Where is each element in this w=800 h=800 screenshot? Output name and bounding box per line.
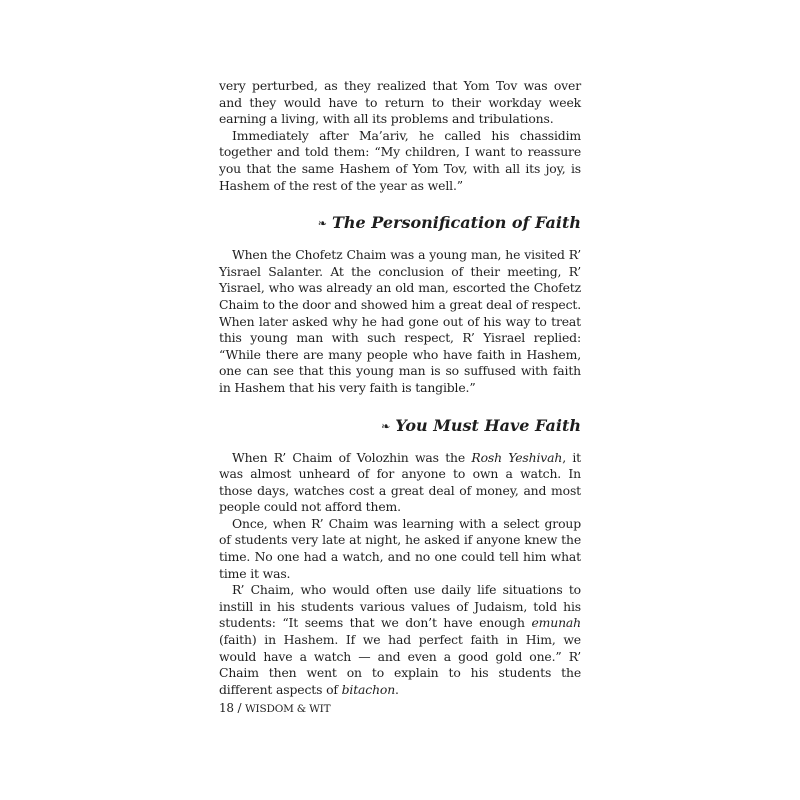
hedera-ornament-icon: ❧ — [317, 217, 327, 231]
footer-separator: / — [233, 701, 245, 715]
italic-term: bitachon — [341, 681, 396, 697]
paragraph: Immediately after Ma’ariv, he called his chassidim together and told them: “My children, I want to reassure you that the same Hashem of Yom Tov, with all its joy, is Hashem of the rest of the year as well.” — [219, 127, 581, 193]
section-heading — [219, 416, 581, 437]
section-heading — [219, 213, 581, 234]
paragraph: Once, when R’ Chaim was learning with a select group of students very late at night, he asked if anyone knew the time. No one had a watch, and no one could tell him what time it was. — [219, 515, 581, 581]
hedera-ornament-icon: ❧ — [381, 419, 391, 433]
section-heading-title: The Personification of Faith — [331, 213, 581, 233]
paragraph: very perturbed, as they realized that Yom Tov was over and they would have to return to their workday week earning a living, with all its problems and tribulations. — [219, 78, 581, 127]
paragraph: When the Chofetz Chaim was a young man, he visited R’ Yisrael Salanter. At the conclusion of their meeting, R’ Yisrael, who was already an old man, escorted the Chofetz Chaim to the door and showed him a great deal of respect. When later asked why he had gone out of his way to treat this young man with such respect, R’ Yisrael replied: “While there are many people who have faith in Hashem, one can see that this young man is so suffused with faith in Hashem that his very faith is tangible.” — [219, 247, 581, 395]
italic-term: emunah — [531, 615, 581, 631]
text-run: , it was almost unheard of for anyone to own a watch. In those days, watches cost a great deal of money, and most people could not afford them. — [219, 449, 581, 515]
page-footer — [219, 701, 330, 715]
section-heading-title: You Must Have Faith — [395, 415, 581, 435]
book-page — [219, 78, 581, 698]
text-run: (faith) in Hashem. If we had perfect faith in Him, we would have a watch — and even a good gold one.” R’ Chaim then went on to explain to his students the different aspects of — [219, 632, 581, 697]
paragraph — [219, 582, 581, 698]
section-continuation — [219, 78, 581, 194]
section-you-must-have-faith — [219, 416, 581, 699]
text-run: When R’ Chaim of Volozhin was the — [232, 449, 472, 465]
text-run: R’ Chaim, who would often use daily life situations to instill in his students various values of Judaism, told his students: “It seems that we don’t have enough — [219, 582, 581, 631]
page-number: 18 — [219, 701, 234, 715]
section-personification-of-faith — [219, 213, 581, 396]
italic-term: Rosh Yeshivah — [471, 449, 563, 465]
text-run: . — [395, 681, 399, 697]
paragraph — [219, 450, 581, 516]
running-title: WISDOM & WIT — [244, 703, 331, 715]
